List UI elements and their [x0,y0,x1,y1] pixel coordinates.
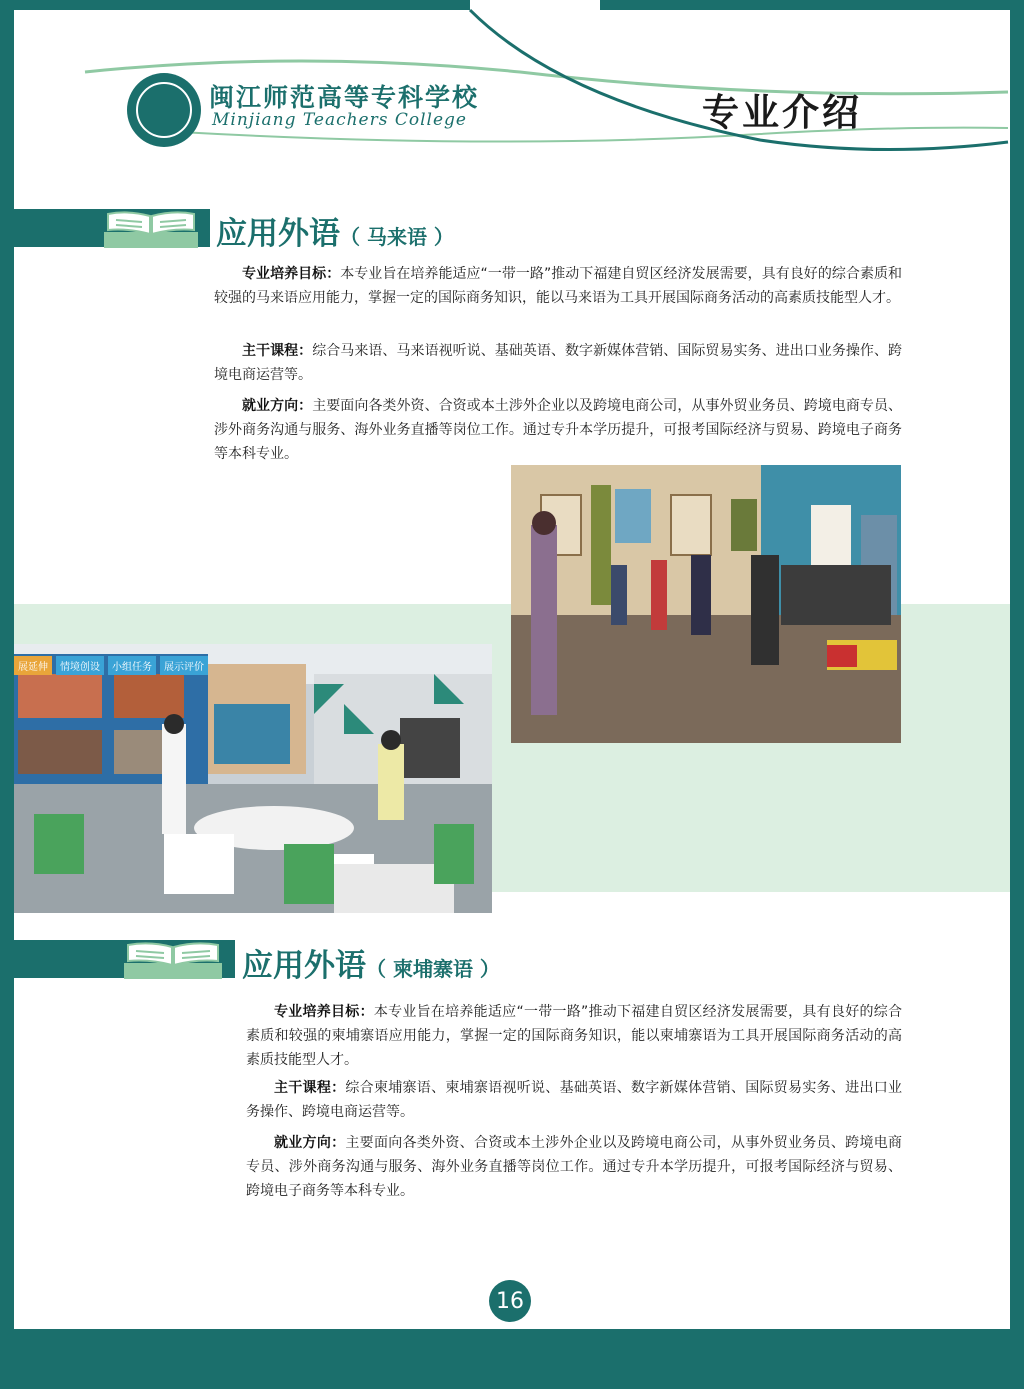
paragraph-text: 本专业旨在培养能适应“一带一路”推动下福建自贸区经济发展需要，具有良好的综合素质和较强的马来语应用能力，掌握一定的国际商务知识，能以马来语为工具开展国际商务活动的高素质技能型人才。 [214,266,903,306]
screen-tab: 小组任务 [108,656,156,675]
section-title-text: 应用外语 [216,216,340,252]
section-title-malay [216,208,454,253]
paragraph-core-courses [214,339,902,387]
section-subtitle: （ 柬埔寨语 ） [366,957,500,981]
paragraph-label: 专业培养目标： [274,1004,374,1020]
paragraph-text: 综合马来语、马来语视听说、基础英语、数字新媒体营销、国际贸易实务、进出口业务操作、跨境电商运营等。 [214,343,902,383]
school-emblem-icon [136,82,192,138]
footer-bar [0,1329,1024,1389]
screen-tab: 展延伸 [14,656,52,675]
paragraph-label: 专业培养目标： [242,266,341,282]
paragraph-text: 主要面向各类外资、合资或本土涉外企业以及跨境电商公司，从事外贸业务员、跨境电商专员、涉外商务沟通与服务、海外业务直播等岗位工作。通过专升本学历提升，可报考国际经济与贸易、跨境电子商务等本科专业。 [214,398,902,462]
paragraph-training-goal [214,262,902,310]
school-name-cn: 闽江师范高等专科学校 [209,83,480,112]
paragraph-label: 主干课程： [274,1080,346,1096]
left-frame-border [0,0,14,1389]
screen-tab: 情境创设 [56,656,104,675]
screen-tab: 展示评价 [160,656,208,675]
photo-cambodian-classroom [14,644,492,913]
paragraph-text: 综合柬埔寨语、柬埔寨语视听说、基础英语、数字新媒体营销、国际贸易实务、进出口业务操作、跨境电商运营等。 [246,1080,903,1120]
paragraph-employment [246,1131,902,1203]
right-frame-border [1010,0,1024,1389]
school-name-en: Minjiang Teachers College [212,110,467,130]
paragraph-label: 就业方向： [274,1135,346,1151]
classroom-screen-tabs [14,656,208,675]
paragraph-employment [214,394,902,466]
photo-malay-performance [511,465,901,743]
section-title-cambodian [242,940,500,985]
open-book-icon [104,208,198,248]
page-number: 16 [489,1280,531,1322]
section-title-text: 应用外语 [242,948,366,984]
paragraph-label: 就业方向： [242,398,313,414]
paragraph-text: 本专业旨在培养能适应“一带一路”推动下福建自贸区经济发展需要，具有良好的综合素质和较强的柬埔寨语应用能力，掌握一定的国际商务知识，能以柬埔寨语为工具开展国际商务活动的高素质技能型人才。 [246,1004,902,1068]
paragraph-training-goal [246,1000,902,1072]
page-title: 专业介绍 [702,91,862,134]
open-book-icon [124,939,222,979]
school-logo [127,73,201,147]
paragraph-core-courses [246,1076,902,1124]
section-subtitle: （ 马来语 ） [340,225,454,249]
paragraph-text: 主要面向各类外资、合资或本土涉外企业以及跨境电商公司，从事外贸业务员、跨境电商专员、涉外商务沟通与服务、海外业务直播等岗位工作。通过专升本学历提升，可报考国际经济与贸易、跨境电子商务等本科专业。 [246,1135,903,1199]
paragraph-label: 主干课程： [242,343,313,359]
